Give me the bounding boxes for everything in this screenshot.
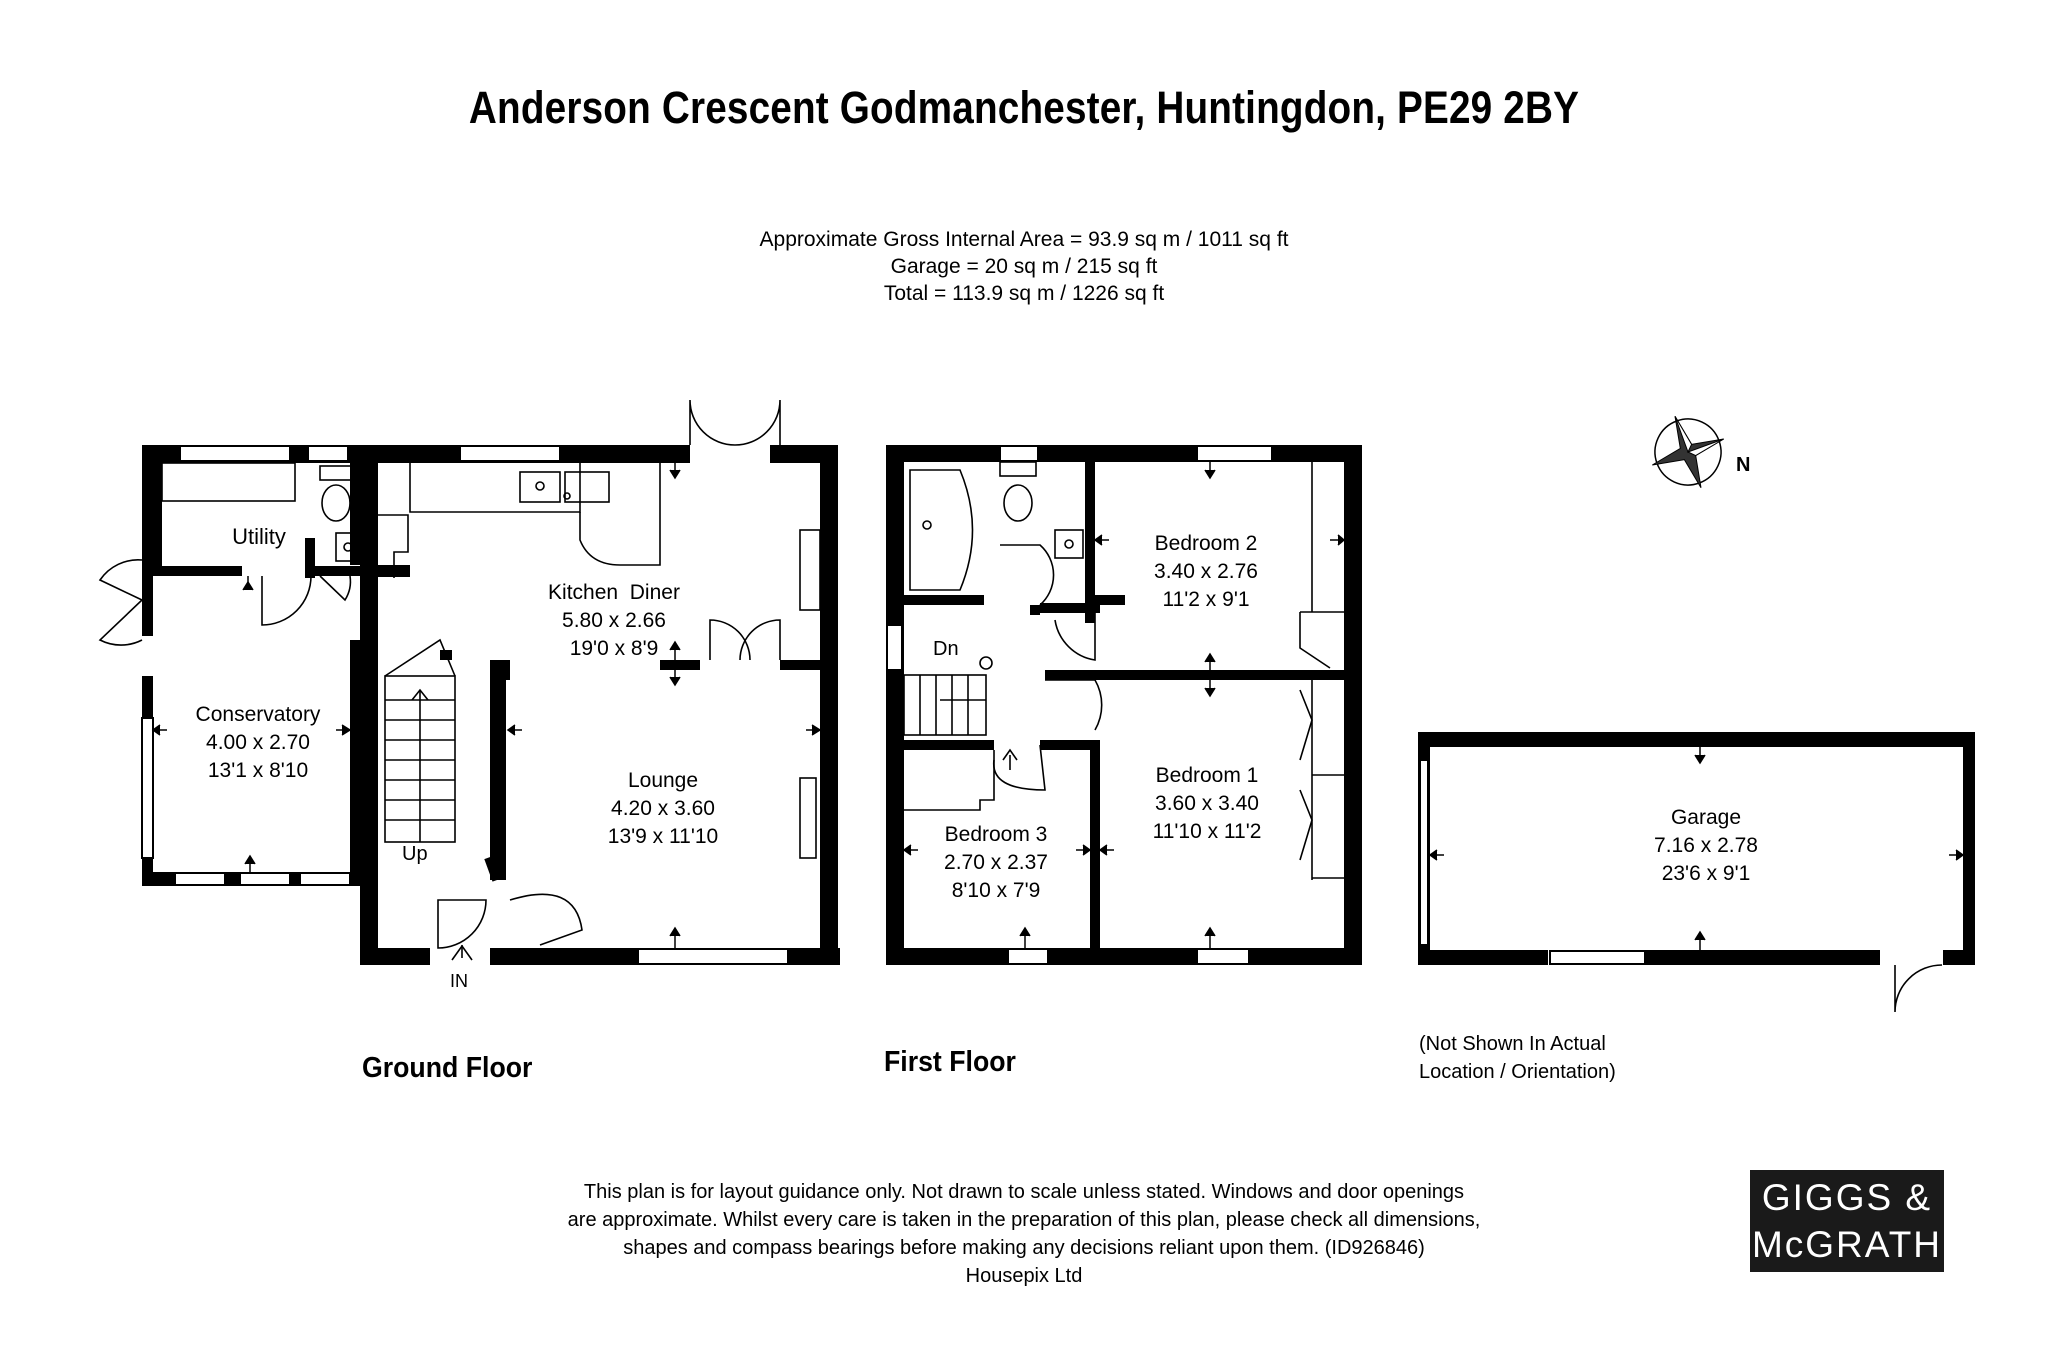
room-metric: 3.60 x 3.40 <box>1155 792 1259 815</box>
room-name: Garage <box>1670 806 1742 829</box>
disclaimer-line-3: shapes and compass bearings before making any decisions reliant upon them. (ID926846) <box>623 1237 1425 1259</box>
room-imperial: 19'0 x 8'9 <box>569 637 659 660</box>
disclaimer-line-4: Housepix Ltd <box>965 1265 1083 1287</box>
room-metric: 2.70 x 2.37 <box>944 851 1048 874</box>
garage-area-text: Garage = 20 sq m / 215 sq ft <box>890 255 1158 278</box>
gross-area-text: Approximate Gross Internal Area = 93.9 sq m / 1011 sq ft <box>759 228 1289 251</box>
disclaimer <box>0 1178 2048 1290</box>
room-lounge <box>608 767 718 851</box>
room-name: Utility <box>232 524 286 549</box>
entrance-label: IN <box>450 971 468 991</box>
first-floor-label: First Floor <box>884 1046 1016 1078</box>
room-garage <box>1654 804 1758 888</box>
garage-note-line-2: Location / Orientation) <box>1419 1061 1616 1083</box>
logo-line-2: McGRATH <box>1751 1224 1943 1265</box>
room-imperial: 23'6 x 9'1 <box>1661 862 1751 885</box>
room-name: Lounge <box>627 769 699 792</box>
stairs-down-label: Dn <box>933 638 959 660</box>
room-imperial: 11'10 x 11'2 <box>1152 820 1262 843</box>
room-imperial: 11'2 x 9'1 <box>1162 588 1250 611</box>
room-name: Bedroom 2 <box>1154 532 1258 555</box>
room-imperial: 13'1 x 8'10 <box>207 759 309 782</box>
room-metric: 7.16 x 2.78 <box>1654 834 1758 857</box>
room-imperial: 8'10 x 7'9 <box>951 879 1041 902</box>
room-utility <box>232 523 286 551</box>
room-metric: 4.00 x 2.70 <box>206 731 310 754</box>
compass-rose-icon <box>1639 403 1736 500</box>
compass-north-label: N <box>1736 454 1751 476</box>
room-name: Kitchen Diner <box>548 581 680 604</box>
disclaimer-line-1: This plan is for layout guidance only. Not drawn to scale unless stated. Windows and door openings <box>583 1181 1465 1203</box>
stairs-up-label: Up <box>402 843 428 865</box>
room-metric: 3.40 x 2.76 <box>1154 560 1258 583</box>
room-conservatory <box>196 701 321 785</box>
room-name: Bedroom 1 <box>1155 764 1259 787</box>
room-metric: 5.80 x 2.66 <box>562 609 666 632</box>
room-bedroom-3 <box>944 821 1048 905</box>
room-metric: 4.20 x 3.60 <box>611 797 715 820</box>
logo-line-1: GIGGS & <box>1761 1177 1933 1218</box>
total-area-text: Total = 113.9 sq m / 1226 sq ft <box>883 282 1165 305</box>
room-kitchen-diner <box>548 579 680 663</box>
room-bedroom-2 <box>1154 530 1258 614</box>
room-name: Conservatory <box>195 703 321 726</box>
disclaimer-line-2: are approximate. Whilst every care is taken in the preparation of this plan, please check all dimensions, <box>567 1209 1481 1231</box>
garage-note <box>1419 1030 1616 1086</box>
room-bedroom-1 <box>1153 762 1262 846</box>
ground-floor-label: Ground Floor <box>362 1052 533 1084</box>
agency-logo <box>1750 1170 1944 1272</box>
room-name: Bedroom 3 <box>944 823 1048 846</box>
room-imperial: 13'9 x 11'10 <box>607 825 719 848</box>
garage-note-line-1: (Not Shown In Actual <box>1419 1033 1606 1055</box>
page-title: Anderson Crescent Godmanchester, Huntingdon, PE29 2BY <box>468 82 1580 133</box>
